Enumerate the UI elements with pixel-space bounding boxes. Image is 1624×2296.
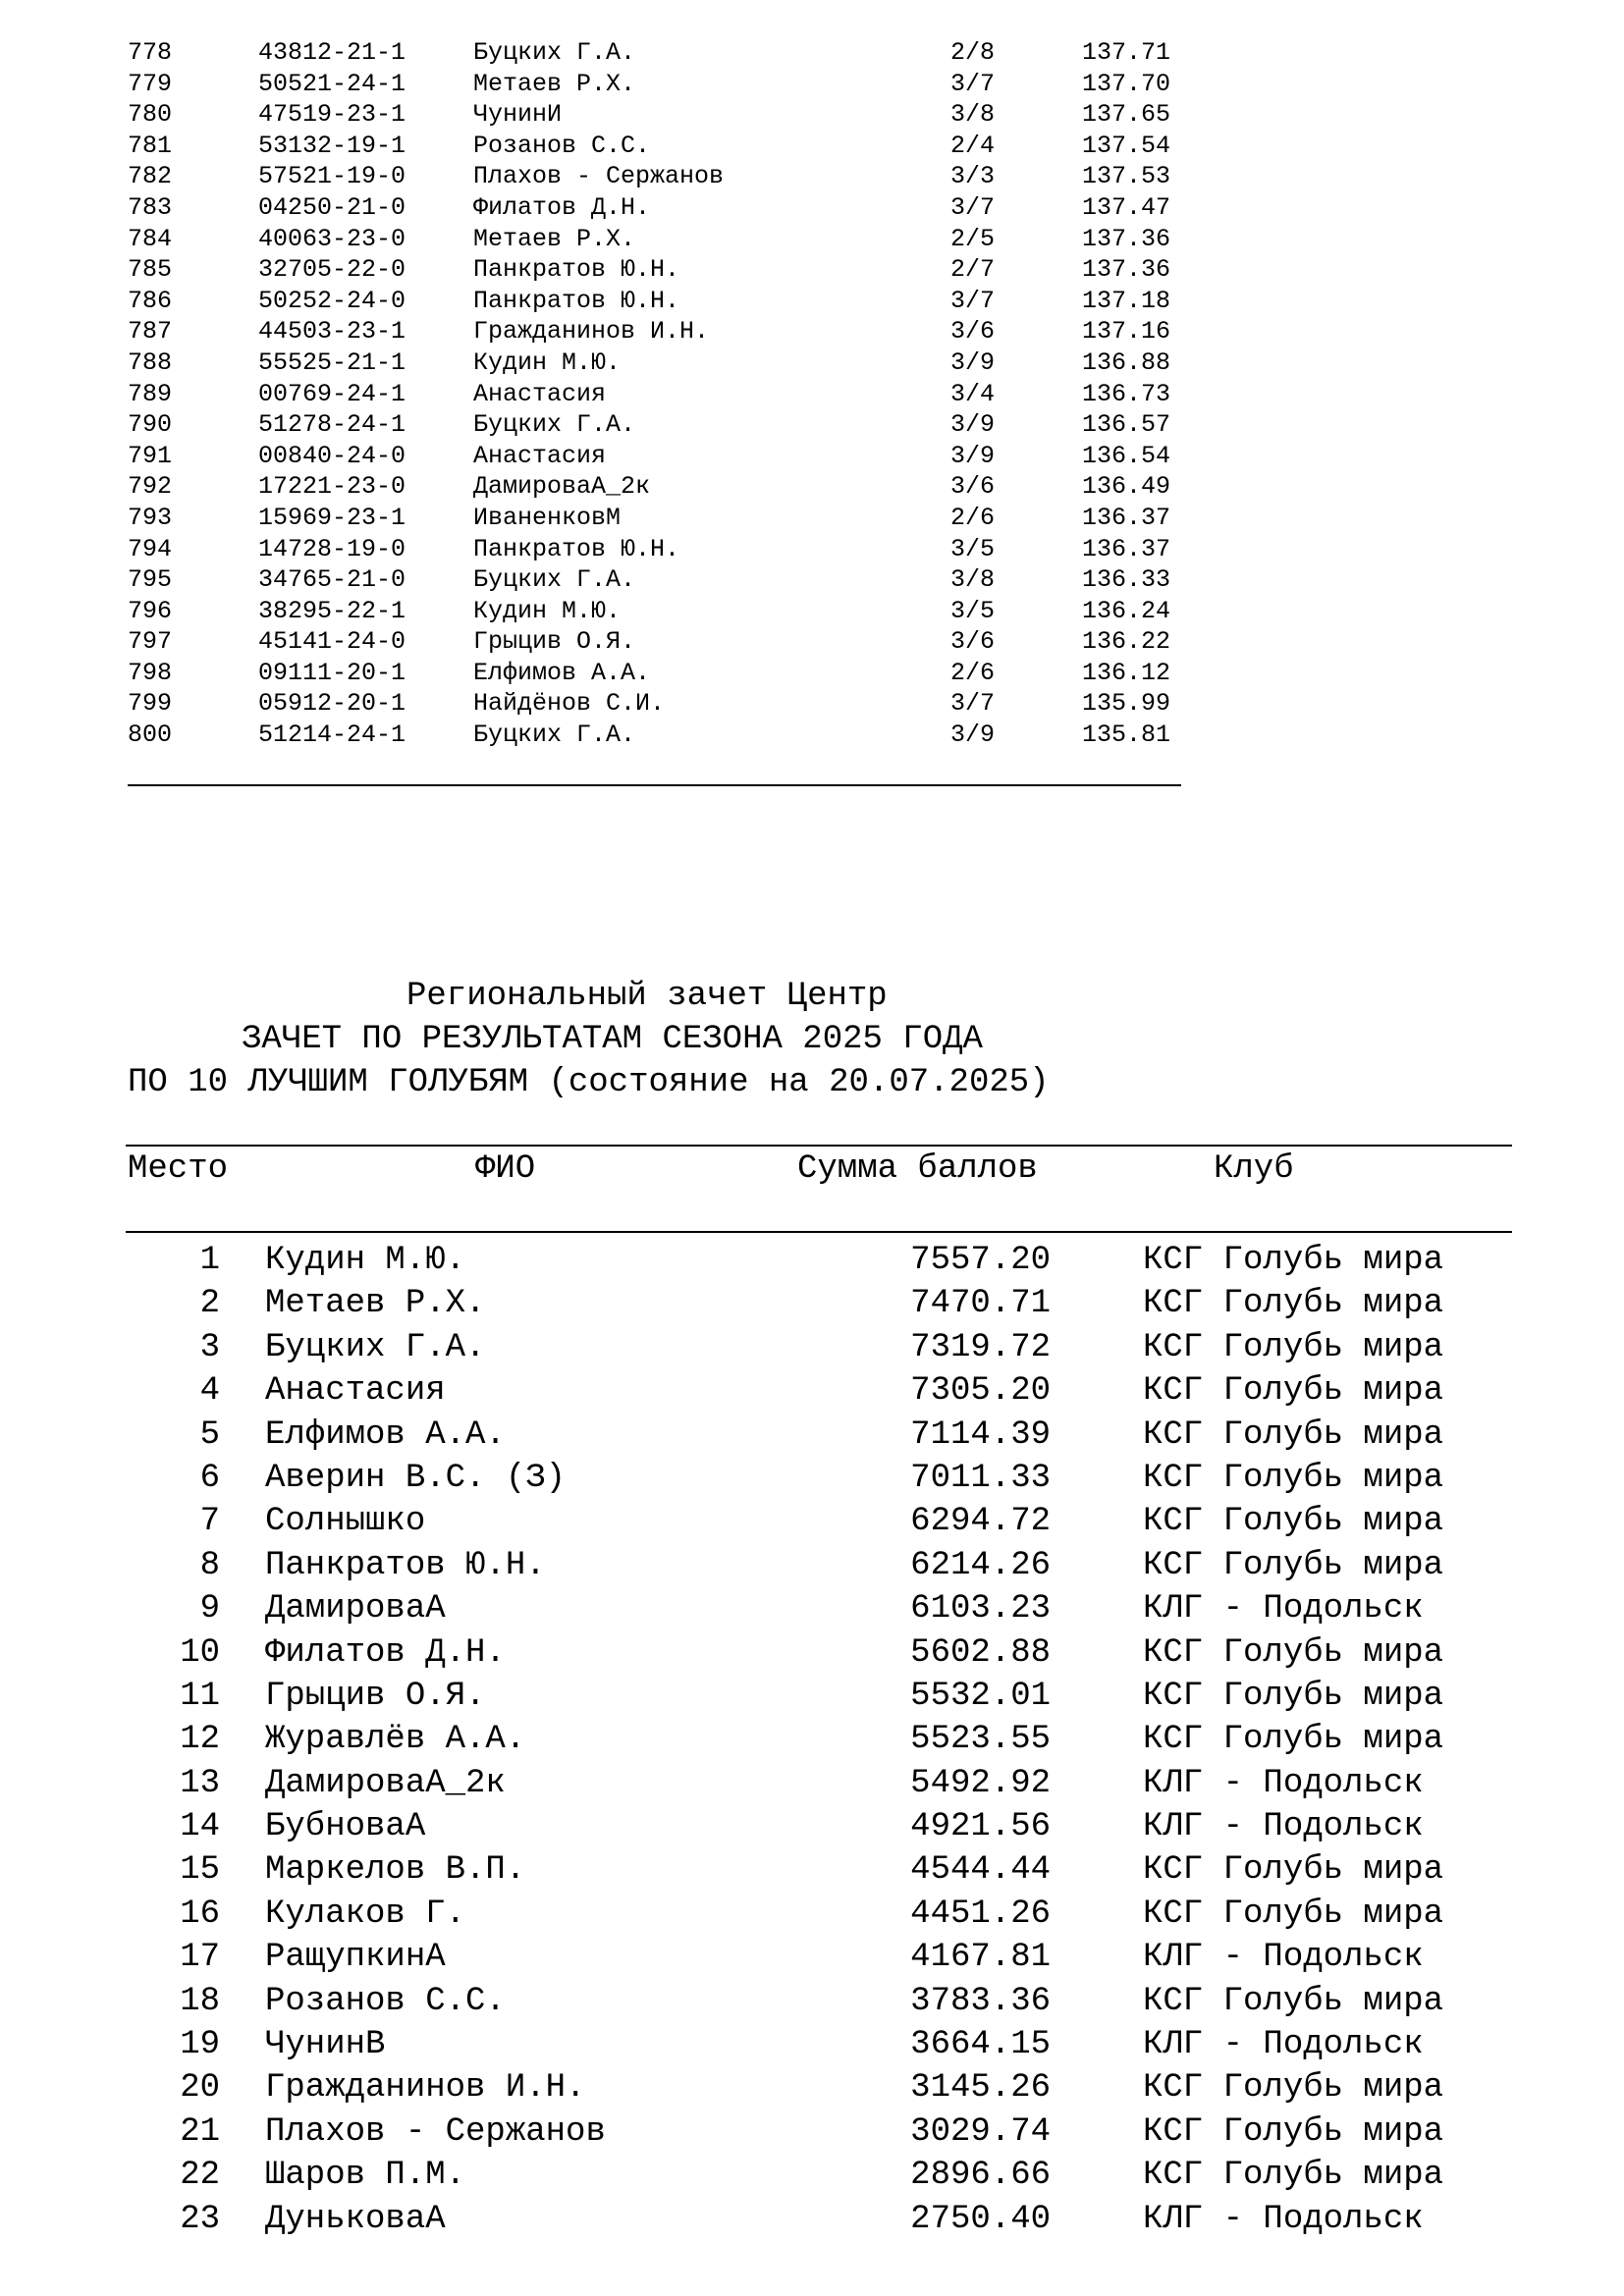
row-ratio: 3/7 [950,69,996,98]
ranking-total: 2896.66 [910,2157,1051,2195]
row-score: 135.81 [1082,721,1171,750]
table-row [128,720,1188,751]
header-top-rule [126,1145,1512,1147]
row-owner: Грыцив О.Я. [473,627,636,657]
row-owner: Плахов - Сержанов [473,162,725,191]
ranking-row [0,2023,1624,2066]
row-ratio: 3/6 [950,627,996,657]
ranking-place: 21 [180,2112,220,2151]
row-score: 136.24 [1082,596,1171,625]
ranking-name: Солнышко [265,1503,426,1541]
row-owner: ДамироваА_2к [473,472,651,502]
row-score: 137.54 [1082,131,1171,160]
row-ratio: 2/6 [950,658,996,687]
row-owner: Буцких Г.А. [473,38,636,67]
ranking-row [0,1675,1624,1718]
table-row [128,626,1188,658]
row-ring-number: 50252-24-0 [258,286,406,315]
ranking-total: 5532.01 [910,1677,1051,1715]
row-score: 137.53 [1082,162,1171,191]
row-ring-number: 00840-24-0 [258,441,406,470]
ranking-name: БубноваА [265,1808,426,1846]
table-row [128,224,1188,255]
ranking-name: Филатов Д.Н. [265,1633,506,1672]
section-title-criteria: ПО 10 ЛУЧШИМ ГОЛУБЯМ (состояние на 20.07.2025) [128,1064,1050,1101]
table-row [128,161,1188,192]
ranking-row [0,2110,1624,2154]
row-ratio: 2/7 [950,255,996,285]
ranking-club: КЛГ - Подольск [1143,2200,1424,2238]
ranking-name: Грыцив О.Я. [265,1677,486,1715]
row-ring-number: 17221-23-0 [258,472,406,502]
ranking-total: 3783.36 [910,1982,1051,2020]
ranking-name: Шаров П.М. [265,2157,466,2195]
ranking-row [0,2066,1624,2109]
ranking-total: 4921.56 [910,1808,1051,1846]
ranking-total: 4167.81 [910,1939,1051,1977]
row-ring-number: 51278-24-1 [258,410,406,440]
ranking-total: 7305.20 [910,1372,1051,1411]
row-ratio: 2/8 [950,38,996,67]
row-ratio: 3/8 [950,565,996,595]
row-score: 136.57 [1082,410,1171,440]
section-title-region: Региональный зачет Центр [406,978,888,1015]
row-score: 137.65 [1082,100,1171,130]
ranking-club: КСГ Голубь мира [1143,1242,1444,1279]
ranking-name: Анастасия [265,1372,446,1411]
row-owner: Гражданинов И.Н. [473,317,710,347]
ranking-row [0,1631,1624,1675]
ranking-club: КЛГ - Подольск [1143,2026,1424,2064]
ranking-row [0,1980,1624,2023]
row-score: 136.73 [1082,379,1171,408]
row-owner: Метаев Р.Х. [473,69,636,98]
ranking-row [0,1239,1624,1282]
ranking-place: 10 [180,1633,220,1672]
row-ring-number: 00769-24-1 [258,379,406,408]
row-owner: Буцких Г.А. [473,721,636,750]
row-owner: Буцких Г.А. [473,565,636,595]
table-row [128,316,1188,347]
row-ratio: 3/9 [950,347,996,377]
row-ratio: 3/6 [950,472,996,502]
row-ring-number: 47519-23-1 [258,100,406,130]
row-place: 785 [128,255,173,285]
row-ratio: 3/9 [950,441,996,470]
row-ratio: 3/5 [950,596,996,625]
ranking-name: Метаев Р.Х. [265,1285,486,1323]
ranking-total: 5602.88 [910,1633,1051,1672]
ranking-total: 3029.74 [910,2112,1051,2151]
row-ring-number: 43812-21-1 [258,38,406,67]
ranking-place: 2 [199,1285,220,1323]
row-ring-number: 57521-19-0 [258,162,406,191]
row-owner: Найдёнов С.И. [473,689,666,719]
ranking-row [0,2154,1624,2197]
ranking-club: КСГ Голубь мира [1143,1328,1444,1366]
ranking-club: КСГ Голубь мира [1143,2157,1444,2195]
header-place: Место [128,1150,229,1188]
ranking-place: 3 [199,1328,220,1366]
row-ratio: 3/7 [950,689,996,719]
ranking-club: КСГ Голубь мира [1143,1677,1444,1715]
ranking-place: 6 [199,1459,220,1497]
ranking-total: 7557.20 [910,1242,1051,1279]
row-owner: Розанов С.С. [473,131,651,160]
row-ring-number: 55525-21-1 [258,347,406,377]
ranking-name: Елфимов А.А. [265,1415,506,1454]
ranking-club: КЛГ - Подольск [1143,1939,1424,1977]
row-place: 779 [128,69,173,98]
row-score: 137.71 [1082,38,1171,67]
ranking-place: 22 [180,2157,220,2195]
row-owner: Анастасия [473,441,607,470]
ranking-row [0,1718,1624,1761]
row-owner: Елфимов А.А. [473,658,651,687]
ranking-name: Буцких Г.А. [265,1328,486,1366]
row-owner: ЧунинИ [473,100,563,130]
row-place: 796 [128,596,173,625]
table-row [128,69,1188,100]
ranking-place: 18 [180,1982,220,2020]
ranking-name: Панкратов Ю.Н. [265,1546,546,1584]
row-score: 136.37 [1082,503,1171,532]
row-score: 135.99 [1082,689,1171,719]
row-ratio: 3/9 [950,721,996,750]
ranking-table [0,1239,1624,2241]
row-score: 136.88 [1082,347,1171,377]
row-place: 787 [128,317,173,347]
row-ratio: 3/8 [950,100,996,130]
ranking-place: 9 [199,1590,220,1629]
row-ring-number: 38295-22-1 [258,596,406,625]
ranking-place: 1 [199,1242,220,1279]
ranking-row [0,1326,1624,1369]
row-place: 782 [128,162,173,191]
row-owner: Панкратов Ю.Н. [473,534,680,563]
row-score: 136.37 [1082,534,1171,563]
ranking-place: 12 [180,1721,220,1759]
row-ratio: 2/4 [950,131,996,160]
row-score: 136.49 [1082,472,1171,502]
ranking-total: 6214.26 [910,1546,1051,1584]
ranking-row [0,1457,1624,1500]
table-row [128,564,1188,596]
row-score: 136.54 [1082,441,1171,470]
ranking-place: 5 [199,1415,220,1454]
row-ratio: 2/5 [950,224,996,253]
row-owner: Кудин М.Ю. [473,596,622,625]
table-row [128,286,1188,317]
ranking-header-row [0,1150,1624,1194]
ranking-club: КСГ Голубь мира [1143,1372,1444,1411]
ranking-name: Журавлёв А.А. [265,1721,526,1759]
row-score: 137.36 [1082,224,1171,253]
ranking-row [0,1544,1624,1587]
ranking-club: КЛГ - Подольск [1143,1764,1424,1802]
ranking-row [0,1848,1624,1892]
ranking-club: КСГ Голубь мира [1143,2069,1444,2108]
table-row [128,99,1188,131]
ranking-row [0,1500,1624,1543]
ranking-name: Кудин М.Ю. [265,1242,466,1279]
row-ratio: 2/6 [950,503,996,532]
ranking-club: КСГ Голубь мира [1143,1633,1444,1672]
ranking-total: 6103.23 [910,1590,1051,1629]
table-row [128,596,1188,627]
ranking-row [0,2198,1624,2241]
ranking-name: РащупкинА [265,1939,446,1977]
row-score: 136.12 [1082,658,1171,687]
header-club: Клуб [1214,1150,1294,1188]
section-title-season: ЗАЧЕТ ПО РЕЗУЛЬТАТАМ СЕЗОНА 2025 ГОДА [242,1021,983,1058]
ranking-club: КСГ Голубь мира [1143,1982,1444,2020]
table-row [128,131,1188,162]
table-bottom-rule [128,784,1181,786]
row-place: 799 [128,689,173,719]
ranking-row [0,1805,1624,1848]
ranking-name: Аверин В.С. (З) [265,1459,567,1497]
row-ratio: 3/4 [950,379,996,408]
ranking-name: ЧунинВ [265,2026,386,2064]
ranking-club: КСГ Голубь мира [1143,1546,1444,1584]
ranking-total: 2750.40 [910,2200,1051,2238]
row-place: 778 [128,38,173,67]
table-row [128,37,1188,69]
ranking-name: Розанов С.С. [265,1982,506,2020]
row-place: 792 [128,472,173,502]
ranking-club: КСГ Голубь мира [1143,1851,1444,1890]
row-owner: Кудин М.Ю. [473,347,622,377]
ranking-name: Маркелов В.П. [265,1851,526,1890]
row-owner: Анастасия [473,379,607,408]
ranking-total: 6294.72 [910,1503,1051,1541]
ranking-total: 3145.26 [910,2069,1051,2108]
row-ring-number: 51214-24-1 [258,721,406,750]
row-ratio: 3/9 [950,410,996,440]
row-owner: Буцких Г.А. [473,410,636,440]
row-owner: Панкратов Ю.Н. [473,255,680,285]
table-row [128,347,1188,379]
table-row [128,379,1188,410]
row-place: 790 [128,410,173,440]
ranking-total: 4451.26 [910,1895,1051,1933]
ranking-place: 13 [180,1764,220,1802]
table-row [128,254,1188,286]
row-score: 137.47 [1082,192,1171,222]
ranking-row [0,1282,1624,1325]
ranking-total: 5523.55 [910,1721,1051,1759]
row-ratio: 3/7 [950,286,996,315]
row-owner: Филатов Д.Н. [473,192,651,222]
row-ring-number: 15969-23-1 [258,503,406,532]
table-row [128,503,1188,534]
header-sum: Сумма баллов [797,1150,1038,1188]
ranking-place: 23 [180,2200,220,2238]
ranking-row [0,1414,1624,1457]
row-ring-number: 53132-19-1 [258,131,406,160]
ranking-name: ДуньковаА [265,2200,446,2238]
row-place: 797 [128,627,173,657]
ranking-club: КСГ Голубь мира [1143,1721,1444,1759]
row-score: 137.70 [1082,69,1171,98]
row-ring-number: 14728-19-0 [258,534,406,563]
ranking-total: 7319.72 [910,1328,1051,1366]
row-ring-number: 09111-20-1 [258,658,406,687]
row-score: 137.36 [1082,255,1171,285]
row-place: 789 [128,379,173,408]
row-score: 137.16 [1082,317,1171,347]
row-place: 798 [128,658,173,687]
ranking-place: 19 [180,2026,220,2064]
row-score: 136.22 [1082,627,1171,657]
ranking-place: 7 [199,1503,220,1541]
ranking-total: 7470.71 [910,1285,1051,1323]
ranking-row [0,1893,1624,1936]
row-ring-number: 50521-24-1 [258,69,406,98]
table-row [128,471,1188,503]
ranking-club: КСГ Голубь мира [1143,1415,1444,1454]
row-ring-number: 32705-22-0 [258,255,406,285]
row-place: 800 [128,721,173,750]
row-owner: Панкратов Ю.Н. [473,286,680,315]
row-place: 784 [128,224,173,253]
ranking-row [0,1936,1624,1979]
ranking-row [0,1587,1624,1630]
row-ratio: 3/5 [950,534,996,563]
ranking-place: 15 [180,1851,220,1890]
row-place: 794 [128,534,173,563]
ranking-club: КСГ Голубь мира [1143,1285,1444,1323]
row-place: 781 [128,131,173,160]
table-row [128,409,1188,441]
row-place: 780 [128,100,173,130]
row-ring-number: 05912-20-1 [258,689,406,719]
ranking-club: КЛГ - Подольск [1143,1808,1424,1846]
row-ratio: 3/7 [950,192,996,222]
row-ring-number: 45141-24-0 [258,627,406,657]
row-score: 137.18 [1082,286,1171,315]
table-row [128,441,1188,472]
ranking-place: 8 [199,1546,220,1584]
ranking-total: 4544.44 [910,1851,1051,1890]
row-place: 783 [128,192,173,222]
ranking-club: КЛГ - Подольск [1143,1590,1424,1629]
ranking-name: Плахов - Сержанов [265,2112,606,2151]
ranking-club: КСГ Голубь мира [1143,1459,1444,1497]
ranking-name: ДамироваА [265,1590,446,1629]
ranking-total: 3664.15 [910,2026,1051,2064]
row-place: 786 [128,286,173,315]
table-row [128,688,1188,720]
ranking-place: 20 [180,2069,220,2108]
row-ring-number: 44503-23-1 [258,317,406,347]
header-fio: ФИО [475,1150,536,1188]
row-place: 795 [128,565,173,595]
ranking-name: Кулаков Г. [265,1895,466,1933]
row-ring-number: 34765-21-0 [258,565,406,595]
table-row [128,534,1188,565]
ranking-total: 7011.33 [910,1459,1051,1497]
row-place: 791 [128,441,173,470]
row-score: 136.33 [1082,565,1171,595]
row-ratio: 3/3 [950,162,996,191]
row-owner: Метаев Р.Х. [473,224,636,253]
ranking-club: КСГ Голубь мира [1143,1503,1444,1541]
row-place: 793 [128,503,173,532]
ranking-place: 16 [180,1895,220,1933]
ranking-club: КСГ Голубь мира [1143,2112,1444,2151]
table-row [128,192,1188,224]
pigeon-results-table [128,37,1188,751]
ranking-total: 7114.39 [910,1415,1051,1454]
ranking-row [0,1762,1624,1805]
row-ratio: 3/6 [950,317,996,347]
ranking-place: 17 [180,1939,220,1977]
table-row [128,658,1188,689]
ranking-place: 11 [180,1677,220,1715]
ranking-place: 14 [180,1808,220,1846]
row-owner: ИваненковМ [473,503,622,532]
row-ring-number: 04250-21-0 [258,192,406,222]
ranking-name: ДамироваА_2к [265,1764,506,1802]
ranking-row [0,1369,1624,1413]
ranking-total: 5492.92 [910,1764,1051,1802]
ranking-club: КСГ Голубь мира [1143,1895,1444,1933]
header-bottom-rule [126,1231,1512,1233]
row-ring-number: 40063-23-0 [258,224,406,253]
row-place: 788 [128,347,173,377]
ranking-name: Гражданинов И.Н. [265,2069,586,2108]
ranking-place: 4 [199,1372,220,1411]
